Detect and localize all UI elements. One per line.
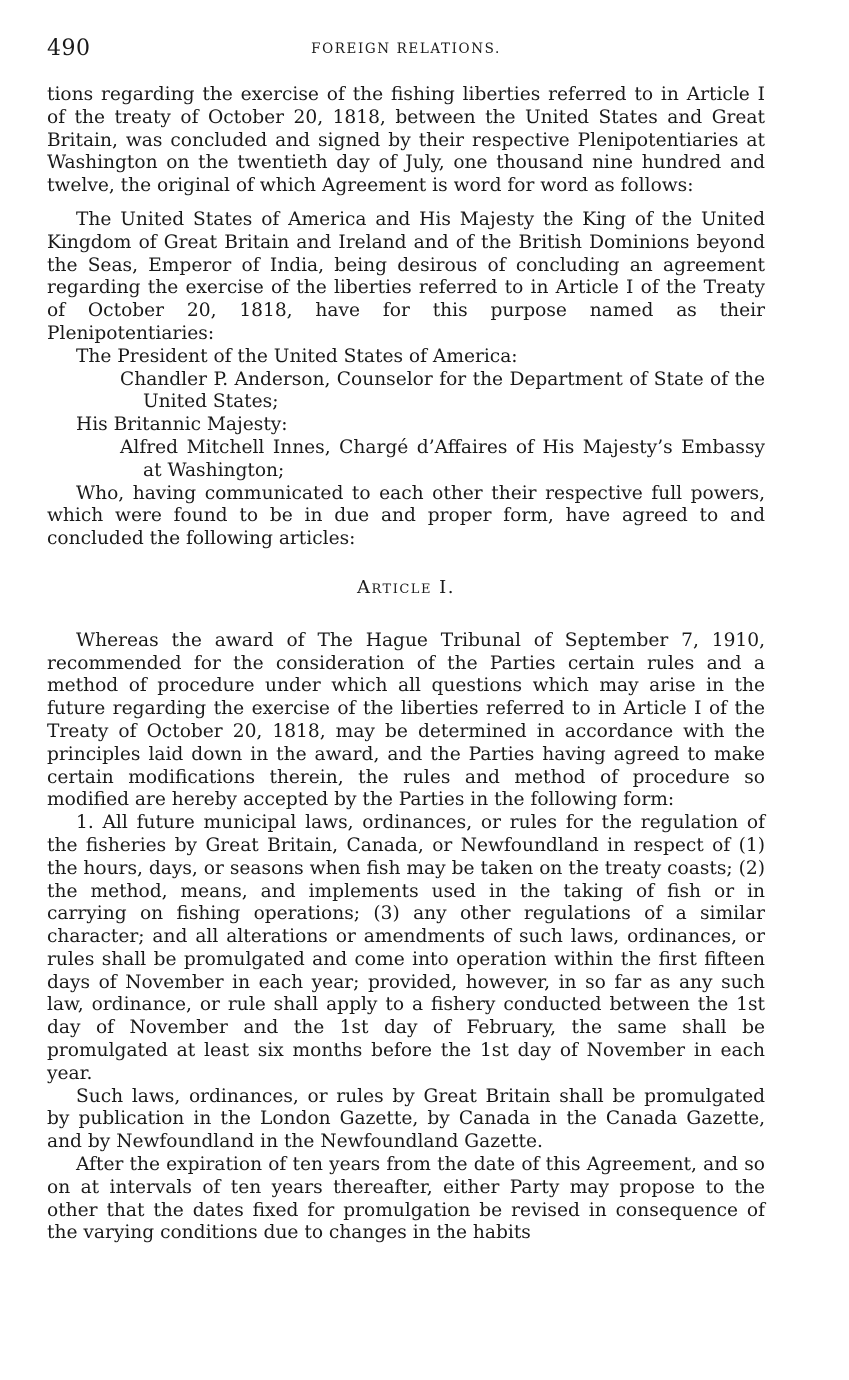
- paragraph-gazette: Such laws, ordinances, or rules by Great Britain shall be promulgated by publication in the London Gazette, by Canada in the Canada Gazette, and by Newfoundland in the Newfoundland Gazette.: [47, 1085, 765, 1153]
- paragraph-whereas: Whereas the award of The Hague Tribunal of September 7, 1910, recommended for the consideration of the Parties certain rules and a method of procedure under which all questions which may arise in the future regarding the exercise of the liberties referred to in Article I of the Treaty of October 20, 1818, may be determined in accordance with the principles laid down in the award, and the Parties having agreed to make certain modifications therein, the rules and method of procedure so modified are hereby accepted by the Parties in the following form:: [47, 629, 765, 811]
- paragraph-continuation: tions regarding the exercise of the fishing liberties referred to in Article I of the treaty of October 20, 1818, between the United States and Great Britain, was concluded and signed by their respective Plenipotentiaries at Washington on the twentieth day of July, one thousand nine hundred and twelve, the original of which Agreement is word for word as follows:: [47, 84, 765, 197]
- plenipotentiary-heading-gb: His Britannic Majesty:: [76, 414, 288, 436]
- paragraph-revision: After the expiration of ten years from the date of this Agreement, and so on at intervals of ten years thereafter, either Party may propose to the other that the dates fixed for promulgation be revised in consequence of the varying conditions due to changes in the habits: [47, 1154, 765, 1244]
- page-header: [47, 36, 765, 66]
- page-number: 490: [47, 36, 91, 61]
- article-heading: Article I.: [357, 576, 455, 598]
- paragraph-rule-1: 1. All future municipal laws, ordinances, or rules for the regulation of the fisheries by Great Britain, Canada, or Newfoundland in respect of (1) the hours, days, or seasons when fish may be taken on the treaty coasts; (2) the method, means, and implements used in the taking of fish or in carrying on fishing operations; (3) any other regulations of a similar character; and all alterations or amendments of such laws, ordinances, or rules shall be promulgated and come into operation within the first fifteen days of November in each year; provided, however, in so far as any such law, ordinance, or rule shall apply to a fishery conducted between the 1st day of November and the 1st day of February, the same shall be promulgated at least six months before the 1st day of November in each year.: [47, 812, 765, 1084]
- plenipotentiary-gb: Alfred Mitchell Innes, Chargé d’Affaires of His Majesty’s Embassy at Washington;: [120, 436, 765, 481]
- paragraph-full-powers: Who, having communicated to each other their respective full powers, which were found to be in due and proper form, have agreed to and concluded the following articles:: [47, 482, 765, 550]
- document-body: [47, 84, 765, 1245]
- plenipotentiary-heading-us: The President of the United States of America:: [76, 345, 518, 367]
- plenipotentiary-us: Chandler P. Anderson, Counselor for the Department of State of the United States;: [120, 368, 765, 413]
- running-head: FOREIGN RELATIONS.: [311, 41, 501, 57]
- paragraph-preamble: The United States of America and His Majesty the King of the United Kingdom of Great Britain and Ireland and of the British Dominions beyond the Seas, Emperor of India, being desirous of concluding an agreement regarding the exercise of the liberties referred to in Article I of the Treaty of October 20, 1818, have for this purpose named as their Plenipotentiaries:: [47, 208, 765, 344]
